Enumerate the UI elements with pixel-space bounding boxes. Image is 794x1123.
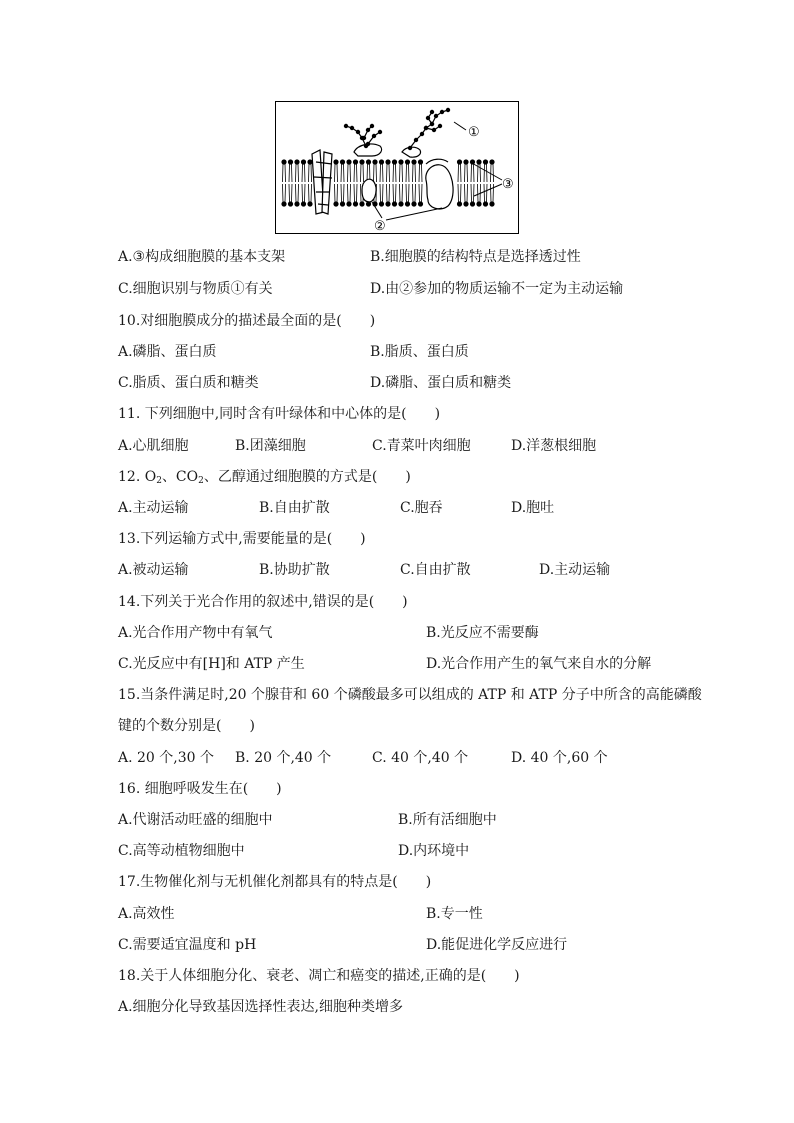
phospholipid-tail	[309, 184, 312, 202]
q17-stem: 17.生物催化剂与无机催化剂都具有的特点是( )	[118, 874, 432, 890]
q17-option-a: A.高效性	[118, 906, 175, 922]
phospholipid-tail	[484, 184, 487, 202]
sugar-unit	[356, 130, 360, 134]
phospholipid-tail	[393, 184, 396, 202]
phospholipid-tail	[387, 184, 390, 202]
sugar-unit	[408, 146, 412, 150]
phospholipid-tail	[289, 184, 292, 202]
phospholipid-head	[288, 201, 293, 206]
q15-option-b: B. 20 个,40 个	[235, 750, 332, 766]
phospholipid-head	[372, 159, 377, 164]
q17-option-b: B.专一性	[426, 906, 483, 922]
phospholipid-tail	[400, 184, 403, 202]
channel-protein	[312, 150, 332, 214]
sugar-unit	[370, 124, 374, 128]
phospholipid-tail	[361, 164, 364, 182]
sugar-unit	[430, 122, 434, 126]
phospholipid-tail	[458, 184, 461, 202]
q17-option-d: D.能促进化学反应进行	[426, 937, 568, 953]
phospholipid-head	[288, 159, 293, 164]
membrane-diagram	[276, 102, 518, 233]
sugar-unit	[372, 134, 376, 138]
phospholipid-tail	[354, 184, 357, 202]
phospholipid-tail	[400, 164, 403, 182]
q18-stem: 18.关于人体细胞分化、衰老、凋亡和癌变的描述,正确的是( )	[118, 968, 520, 984]
label-1: ①	[468, 125, 480, 140]
phospholipid-tail	[309, 164, 312, 182]
phospholipid-tail	[335, 164, 338, 182]
phospholipid-tail	[419, 164, 422, 182]
phospholipid-tail	[348, 184, 351, 202]
phospholipid-head	[333, 159, 338, 164]
phospholipid-tail	[387, 164, 390, 182]
phospholipid-head	[281, 201, 286, 206]
phospholipid-tail	[419, 184, 422, 202]
q17-option-c: C.需要适宜温度和 pH	[118, 937, 257, 953]
q11-option-d: D.洋葱根细胞	[511, 438, 597, 454]
phospholipid-head	[392, 201, 397, 206]
q16-option-a: A.代谢活动旺盛的细胞中	[118, 812, 273, 828]
phospholipid-tail	[302, 164, 305, 182]
sugar-unit	[430, 110, 434, 114]
phospholipid-tail	[458, 164, 461, 182]
q14-option-b: B.光反应不需要酶	[426, 625, 539, 641]
phospholipid-head	[346, 159, 351, 164]
phospholipid-head	[463, 201, 468, 206]
sugar-unit	[378, 130, 382, 134]
phospholipid-head	[470, 201, 475, 206]
phospholipid-head	[379, 159, 384, 164]
phospholipid-tail	[393, 164, 396, 182]
phospholipid-head	[346, 201, 351, 206]
phospholipid-head	[411, 201, 416, 206]
phospholipid-tail	[283, 184, 286, 202]
phospholipid-head	[483, 159, 488, 164]
sugar-unit	[414, 138, 418, 142]
sugar-unit	[344, 124, 348, 128]
phospholipid-tail	[413, 184, 416, 202]
sugar-unit	[426, 116, 430, 120]
phospholipid-head	[294, 201, 299, 206]
q14-option-c: C.光反应中有[H]和 ATP 产生	[118, 656, 305, 672]
phospholipid-tail	[283, 164, 286, 182]
phospholipid-tail	[296, 164, 299, 182]
sugar-unit	[362, 136, 366, 140]
phospholipid-head	[301, 201, 306, 206]
label-2: ②	[374, 219, 386, 233]
q14-option-d: D.光合作用产生的氧气来自水的分解	[426, 656, 652, 672]
phospholipid-head	[411, 159, 416, 164]
phospholipid-head	[489, 201, 494, 206]
sugar-unit	[424, 126, 428, 130]
phospholipid-head	[476, 159, 481, 164]
phospholipid-head	[385, 201, 390, 206]
q13-option-a: A.被动运输	[118, 562, 189, 578]
phospholipid-tail	[491, 164, 494, 182]
q15-stem-line2: 键的个数分别是( )	[118, 718, 255, 734]
q12-stem: 12. $O_2$、$CO_2$、乙醇通过细胞膜的方式是( )	[118, 469, 411, 486]
phospholipid-head	[392, 159, 397, 164]
phospholipid-tail	[296, 184, 299, 202]
phospholipid-tail	[484, 164, 487, 182]
sugar-unit	[434, 114, 438, 118]
phospholipid-tail	[465, 164, 468, 182]
phospholipid-head	[418, 201, 423, 206]
q11-option-a: A.心肌细胞	[118, 438, 189, 454]
q12-option-c: C.胞吞	[400, 500, 443, 516]
phospholipid-head	[476, 201, 481, 206]
phospholipid-head	[340, 159, 345, 164]
phospholipid-head	[379, 201, 384, 206]
q15-option-a: A. 20 个,30 个	[118, 750, 214, 766]
phospholipid-head	[483, 201, 488, 206]
q15-option-d: D. 40 个,60 个	[511, 750, 608, 766]
phospholipid-head	[353, 201, 358, 206]
phospholipid-head	[359, 159, 364, 164]
q10-option-d: D.磷脂、蛋白质和糖类	[370, 375, 512, 391]
q15-option-c: C. 40 个,40 个	[372, 750, 469, 766]
q13-option-d: D.主动运输	[539, 562, 611, 578]
phospholipid-head	[418, 159, 423, 164]
q9-option-b: B.细胞膜的结构特点是选择透过性	[370, 249, 581, 265]
q11-option-b: B.团藻细胞	[235, 438, 306, 454]
phospholipid-head	[294, 159, 299, 164]
phospholipid-head	[340, 201, 345, 206]
q12-option-d: D.胞吐	[511, 500, 555, 516]
q13-option-b: B.协助扩散	[259, 562, 330, 578]
q9-option-d: D.由②参加的物质运输不一定为主动运输	[370, 281, 624, 297]
phospholipid-tail	[413, 164, 416, 182]
q10-option-a: A.磷脂、蛋白质	[118, 344, 217, 360]
q14-option-a: A.光合作用产物中有氧气	[118, 625, 273, 641]
phospholipid-tail	[374, 164, 377, 182]
q11-stem: 11. 下列细胞中,同时含有叶绿体和中心体的是( )	[118, 406, 441, 422]
phospholipid-tail	[354, 164, 357, 182]
phospholipid-tail	[380, 164, 383, 182]
q16-stem: 16. 细胞呼吸发生在( )	[118, 781, 282, 797]
sugar-unit	[438, 124, 442, 128]
phospholipid-head	[301, 159, 306, 164]
sugar-unit	[350, 126, 354, 130]
q13-stem: 13.下列运输方式中,需要能量的是( )	[118, 531, 366, 547]
phospholipid-tail	[380, 184, 383, 202]
phospholipid-tail	[491, 184, 494, 202]
phospholipid-tail	[302, 184, 305, 202]
phospholipid-tail	[289, 164, 292, 182]
glycan-chain	[346, 126, 366, 146]
phospholipid-tail	[341, 184, 344, 202]
q10-option-c: C.脂质、蛋白质和糖类	[118, 375, 259, 391]
q12-option-a: A.主动运输	[118, 500, 189, 516]
phospholipid-head	[489, 159, 494, 164]
sugar-unit	[446, 108, 450, 112]
phospholipid-head	[463, 159, 468, 164]
phospholipid-tail	[406, 184, 409, 202]
phospholipid-head	[405, 159, 410, 164]
phospholipid-head	[398, 201, 403, 206]
q10-stem: 10.对细胞膜成分的描述最全面的是( )	[118, 313, 376, 329]
q9-option-a: A.③构成细胞膜的基本支架	[118, 249, 286, 265]
q13-option-c: C.自由扩散	[400, 562, 471, 578]
q16-option-b: B.所有活细胞中	[398, 812, 497, 828]
phospholipid-tail	[471, 184, 474, 202]
q16-option-d: D.内环境中	[398, 843, 470, 859]
q10-option-b: B.脂质、蛋白质	[370, 344, 469, 360]
sugar-unit	[432, 128, 436, 132]
sugar-unit	[420, 132, 424, 136]
phospholipid-head	[281, 159, 286, 164]
q11-option-c: C.青菜叶肉细胞	[372, 438, 471, 454]
phospholipid-tail	[335, 184, 338, 202]
q16-option-c: C.高等动植物细胞中	[118, 843, 245, 859]
q12-option-b: B.自由扩散	[259, 500, 330, 516]
phospholipid-tail	[348, 164, 351, 182]
phospholipid-head	[457, 159, 462, 164]
phospholipid-head	[333, 201, 338, 206]
cell-membrane-figure	[275, 101, 519, 234]
phospholipid-head	[385, 159, 390, 164]
label-3: ③	[502, 177, 514, 192]
phospholipid-tail	[341, 164, 344, 182]
q18-option-a: A.细胞分化导致基因选择性表达,细胞种类增多	[118, 999, 404, 1015]
phospholipid-head	[405, 201, 410, 206]
sugar-unit	[366, 142, 370, 146]
phospholipid-tail	[471, 164, 474, 182]
phospholipid-tail	[406, 164, 409, 182]
sugar-unit	[366, 128, 370, 132]
q9-option-c: C.细胞识别与物质①有关	[118, 281, 273, 297]
glycoprotein-chains	[344, 108, 450, 150]
q15-stem-line1: 15.当条件满足时,20 个腺苷和 60 个磷酸最多可以组成的 ATP 和 ATP 分子中所含的高能磷酸	[118, 687, 702, 703]
phospholipid-head	[353, 159, 358, 164]
sugar-unit	[440, 110, 444, 114]
phospholipid-head	[359, 201, 364, 206]
phospholipid-head	[307, 201, 312, 206]
phospholipid-head	[366, 159, 371, 164]
phospholipid-head	[457, 201, 462, 206]
phospholipid-tail	[465, 184, 468, 202]
q14-stem: 14.下列关于光合作用的叙述中,错误的是( )	[118, 594, 408, 610]
phospholipid-head	[398, 159, 403, 164]
